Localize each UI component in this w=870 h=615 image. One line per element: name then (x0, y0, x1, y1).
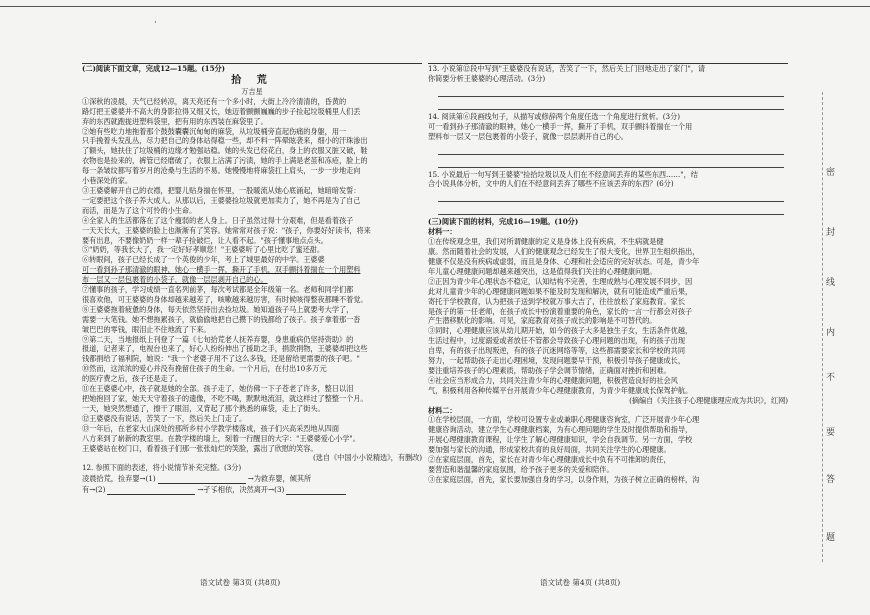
seal-char: 封 (826, 228, 836, 238)
seal-char: 密 (826, 168, 836, 178)
paragraph-line: 路灯把王婆婆并不高大的身影拉得又细又长，她迈着颤颤巍巍的步子捡起垃圾桶里人们丢 (82, 106, 361, 116)
paragraph-line: 一定要把这个孩子养大成人。从那以后，王婆婆捡垃圾就更加卖力了，她不再是为了自己 (82, 195, 361, 205)
seal-char: 答 (826, 475, 836, 485)
q12-row-2: 有→(2) →孑孓相依，决然离开→(3) (82, 484, 422, 495)
paragraph-line: 报道，记者来了，电视台也来了，好心人纷纷伸出了援助之手，捐款捐物，王婆婆却把这些 (82, 344, 368, 354)
paragraph-line: 气，积极利用各种传媒平台开展青少年心理健康教育，为青少年健康成长保驾护航。 (428, 385, 693, 395)
question-line: 合小说具体分析，文中的人们在不经意间丢弃了哪些不应该丢弃的东西？(6分) (428, 179, 674, 189)
seal-char: 内 (826, 328, 836, 338)
paragraph-line: 开展心理健康教育课程，让学生了解心理健康知识，学会自我调节。另一方面，学校 (428, 435, 693, 445)
paragraph-line: 要注重培养孩子的心理素质，帮助孩子学会调节情绪，正确面对挫折和困难。 (428, 365, 671, 375)
paragraph-line: 产生潜移默化的影响。可见，家庭教育对孩子成长的影响是不可替代的。 (428, 316, 657, 326)
q12-row-1: 凌晨拾荒，捡弃婴→(1) →为救弃婴，倾其所 (82, 474, 312, 484)
material-label: 材料一： (428, 227, 457, 237)
paragraph-line: 而活，而是为了这个可怜的小生命。 (82, 205, 197, 215)
seal-char: 不 (826, 373, 836, 383)
paragraph-line: ⑥转眼间，孩子已经长成了一个英俊的少年，考上了城里最好的中学。王婆婆 (82, 255, 325, 265)
paragraph-line: ④社会应当形成合力，共同关注青少年的心理健康问题，积极营造良好的社会风 (428, 375, 678, 385)
paragraph-line: ⑫王婆婆没有说话，苦笑了一下，然后关上门走了。 (82, 413, 247, 423)
material-label: 材料二： (428, 405, 457, 415)
answer-blank[interactable] (158, 474, 246, 484)
paragraph-line: ②她有些吃力地拖着那个鼓鼓囊囊沉甸甸的麻袋，从垃圾桶旁直起伤痛的身躯，用一 (82, 126, 347, 136)
answer-line[interactable] (438, 191, 784, 202)
paragraph-line: 小巷深处的家。 (82, 176, 132, 186)
top-rule (0, 6, 870, 7)
paragraph-line: 把她抱回了家，她天天守着孩子的遗像，不吃不喝，默默地流泪，就这样过了整整一个月。 (82, 394, 368, 403)
paragraph-line: 健康不仅是没有疾病或虚弱，而且是身体、心理和社会适应的完好状态。可是，青少年 (428, 256, 700, 266)
question-14 (428, 112, 788, 142)
paragraph-line: 需要一大笔钱。她不想拖累孩子，就偷偷地把自己攒下的钱都给了孩子。孩子拿着那一沓 (82, 314, 361, 324)
question-line: 可一看到孙子那清澈的眼神，她心一横手一挥，撕开了手机，双手颤抖着揣在一个用 (428, 121, 693, 131)
paragraph-line: 的医疗费之后，孩子还是走了。 (82, 374, 182, 384)
question-line: 你简要分析王婆婆的心理活动。(3分) (428, 73, 546, 83)
answer-blank[interactable] (286, 485, 346, 495)
paragraph-line: 努力，一起帮助孩子走出心理困境，发现问题要早干预，积极引导孩子健康成长， (428, 356, 685, 366)
paragraph-line: ①深秋的凌晨，天气已经转凉，离天亮还有一个多小时，大街上冷冷清清的，昏黄的 (82, 96, 347, 106)
paragraph-line: 弃的东西就跑拢进塑料袋里，把有用的东西装在麻袋里了。 (82, 116, 268, 126)
paragraph-line: 一天，她突然想通了，擦干了眼泪，又背起了那个熟悉的麻袋，走上了街头。 (82, 403, 325, 413)
corner-mark: · (154, 18, 157, 28)
paragraph-line: ⑬一年后，在老家大山深处的那所乡村小学教学楼落成，孩子们兴高采烈地从四面 (82, 423, 339, 433)
paragraph-line: ②正因为青少年心理状态不稳定，认知结构不完善，生理成熟与心理发展不同步，因 (428, 276, 693, 286)
paragraph-line: ⑦懂事的孩子，学习成绩一直名列前茅，每次考试都是全年级第一名。老师和同学们都 (82, 285, 354, 295)
paragraph-line: 布一层又一层包裹着的小袋子，就像一层层剥开自己的心。 (82, 275, 268, 285)
page-number-left: 语文试卷 第3页 (共8页) (200, 578, 281, 587)
question-12: 12. 参照下面的表述，将小说情节补充完整。(3分) (82, 463, 242, 473)
answer-blank[interactable] (107, 485, 195, 495)
paragraph-line: 钱都捐给了福利院，她说："我一个老婆子用不了这么多钱，还是留给更需要的孩子吧。" (82, 354, 360, 364)
paragraph-line: 每一条皱纹都写着岁月的沧桑与生活的不易。她慢慢地将麻袋扛上肩头，一步一步地走向 (82, 166, 361, 176)
right-page (428, 63, 788, 574)
question-line: 13. 小说第⑫段中写到"王婆婆没有说话，苦笑了一下，然后关上门回地走出了家门"，请 (428, 64, 705, 73)
paragraph-line: 要有出息，不要像奶奶一样一辈子捡破烂，让人看不起。"孩子懂事地点点头。 (82, 235, 328, 245)
paragraph-line: ③同时，心理健康应该从幼儿期开始，如今的孩子大多是独生子女，生活条件优越， (428, 326, 693, 336)
paragraph-line: 一天天长大，王婆婆的脸上也渐渐有了笑容。她常常对孩子说："孩子，你要好好读书，将来 (82, 225, 371, 235)
question-13 (428, 64, 788, 84)
paragraph-line: 年儿童心理健康问题却越来越突出，这是值得我们关注的心理健康问题。 (428, 266, 657, 276)
answer-line[interactable] (438, 86, 784, 97)
paragraph-line: ⑪在王婆婆心中，孩子就是她的全部。孩子走了，她仿佛一下子苍老了许多，整日以泪 (82, 384, 354, 394)
page-number-right: 语文试卷 第4页 (共8页) (540, 578, 621, 587)
material-source: (摘编自《关注孩子心理健康理应成为共识》，红网) (629, 395, 788, 405)
paragraph-line: ⑩然而，这浓浓的爱心并没有挽留住孩子的生命。一个月后，在付出10多万元 (82, 364, 327, 374)
paragraph-line: ①在学校层面，一方面，学校可设置专业或兼职心理健康咨询室，广泛开展青少年心理 (428, 415, 700, 425)
paragraph-line: 要营造和谐温馨的家庭氛围，给予孩子更多的关爱和陪伴。 (428, 465, 614, 474)
paragraph-line: 康。然而随着社会的发展，人们的健康观念已经发生了很大变化，世界卫生组织指出， (428, 247, 700, 257)
seal-char: 要 (826, 428, 836, 438)
paragraph-line: 王婆婆站在校门口，看着孩子们那一张张灿烂的笑脸，露出了欣慰的笑容。 (82, 443, 318, 453)
paragraph-line: 生活过程中，过度溺爱或者放任不管都会导致孩子心理问题的出现，有的孩子出现 (428, 336, 685, 346)
paragraph-line: 只手挽着头发乱丛，尽力把自己的身体站得稳一些，却不料一阵晕眩袭来，细小的汗珠渗出 (82, 136, 368, 146)
paragraph-line: 要加强与家长的沟通，形成家校共育的良好局面，共同关注学生的心理健康。 (428, 445, 671, 455)
material-1-body (428, 237, 788, 396)
paragraph-line: 皱巴巴的零钱，眼泪止不住地流了下来。 (82, 324, 211, 334)
paragraph-line: ⑧王婆婆拖着疲惫的身体，每天依然坚持出去捡垃圾。她知道孩子马上就要考大学了， (82, 304, 354, 314)
paragraph-line: 此对儿童青少年的心理健康问题如果不能及时发现和解决，就有可能造成严重后果， (428, 286, 693, 296)
left-page (82, 63, 422, 574)
paragraph-line: 可一看到孙子那清澈的眼神，她心一横手一挥，撕开了手机，双手颤抖着揣在一个用塑料 (82, 265, 361, 275)
answer-line[interactable] (438, 144, 784, 155)
paragraph-line: 自卑，有的孩子出现叛逆，有的孩子沉迷网络等等，这些都需要家长和学校的共同 (428, 346, 685, 356)
seal-char: 题 (826, 533, 836, 543)
paragraph-line: ⑤"奶奶，等我长大了，我一定好好孝顺您！"王婆婆听了心里比吃了蜜还甜。 (82, 245, 325, 255)
article-source: (选自《中国小小说精选》，有删改) (313, 453, 422, 463)
paragraph-line: 很喜欢他，可王婆婆的身体却越来越差了，咳嗽越来越厉害，有时候咳得整夜都睡不着觉。 (82, 294, 368, 304)
question-line: 15. 小说最后一句写到王婆婆"捡拾垃圾以及人们在不经意间丢弃的某些东西……"，结 (428, 169, 698, 179)
paragraph-line: ②在家庭层面，首先，家长在对青少年心理健康成长中负有不可推卸的责任， (428, 455, 671, 465)
paragraph-line: ④全家人的生活都落在了这个瘦弱的老人身上。日子虽然过得十分艰难，但是看着孩子 (82, 215, 354, 225)
section-heading: (二)阅读下面文章，完成12—15题。(15分) (82, 64, 226, 73)
material-2-body (428, 415, 788, 484)
paragraph-line: 了额头，她扶住了垃圾桶的边缘才勉强站稳。她的头发已经花白，身上的衣服又脏又破，鞋 (82, 146, 368, 156)
paragraph-line: ⑨第二天，当地报纸上刊登了一篇《七旬拾荒老人抚养弃婴，身患重病仍坚持资助》的 (82, 334, 354, 344)
section-heading: (三)阅读下面的材料，完成16—19题。(10分) (428, 217, 579, 227)
paragraph-line: 是孩子的第一任老师，在孩子成长中扮演着重要的角色，家长的一言一行都会对孩子 (428, 306, 693, 316)
answer-line[interactable] (438, 99, 784, 110)
question-line: 14. 阅读第⑥段画线句子，从描写或修辞两个角度任选一个角度进行赏析。(3分) (428, 111, 680, 121)
paragraph-line: ①在传统观念里，我们对所谓健康的定义是身体上没有疾病，不生病就是健 (428, 237, 664, 247)
paragraph-line: 健康咨询活动，建立学生心理健康档案，为有心理问题的学生及时提供帮助和指导， (428, 425, 693, 435)
paragraph-line: ③在家庭层面，首先，家长要加强自身的学习，以身作则，为孩子树立正确的榜样，沟 (428, 474, 700, 484)
article-title: 拾 荒 (231, 74, 273, 86)
paragraph-line: 八方来到了崭新的教室里。在教学楼的墙上，刻着一行醒目的大字："王婆婆爱心小学"。 (82, 433, 360, 443)
article-body (82, 97, 422, 454)
article-author: 万吉星 (241, 86, 263, 96)
paragraph-line: 寄托于学校教育，认为把孩子送到学校就万事大吉了，往往放松了家庭教育。家长 (428, 296, 685, 306)
answer-line[interactable] (438, 204, 784, 215)
question-15 (428, 170, 788, 190)
paragraph-line: 衣物也是捡来的，裤管已经磨破了，衣服上沾满了污渍，她的手上满是老茧和冻疮，脸上的 (82, 156, 368, 166)
answer-line[interactable] (438, 157, 784, 168)
seal-char: 线 (826, 278, 836, 288)
question-line: 塑料布一层又一层包裹着的小袋子，就像一层层剥开自己的心。 (428, 131, 628, 141)
paragraph-line: ③王婆婆解开自己的衣襟，把婴儿贴身揣在怀里，一股暖流从她心底涌起，她暗暗发誓： (82, 185, 361, 195)
